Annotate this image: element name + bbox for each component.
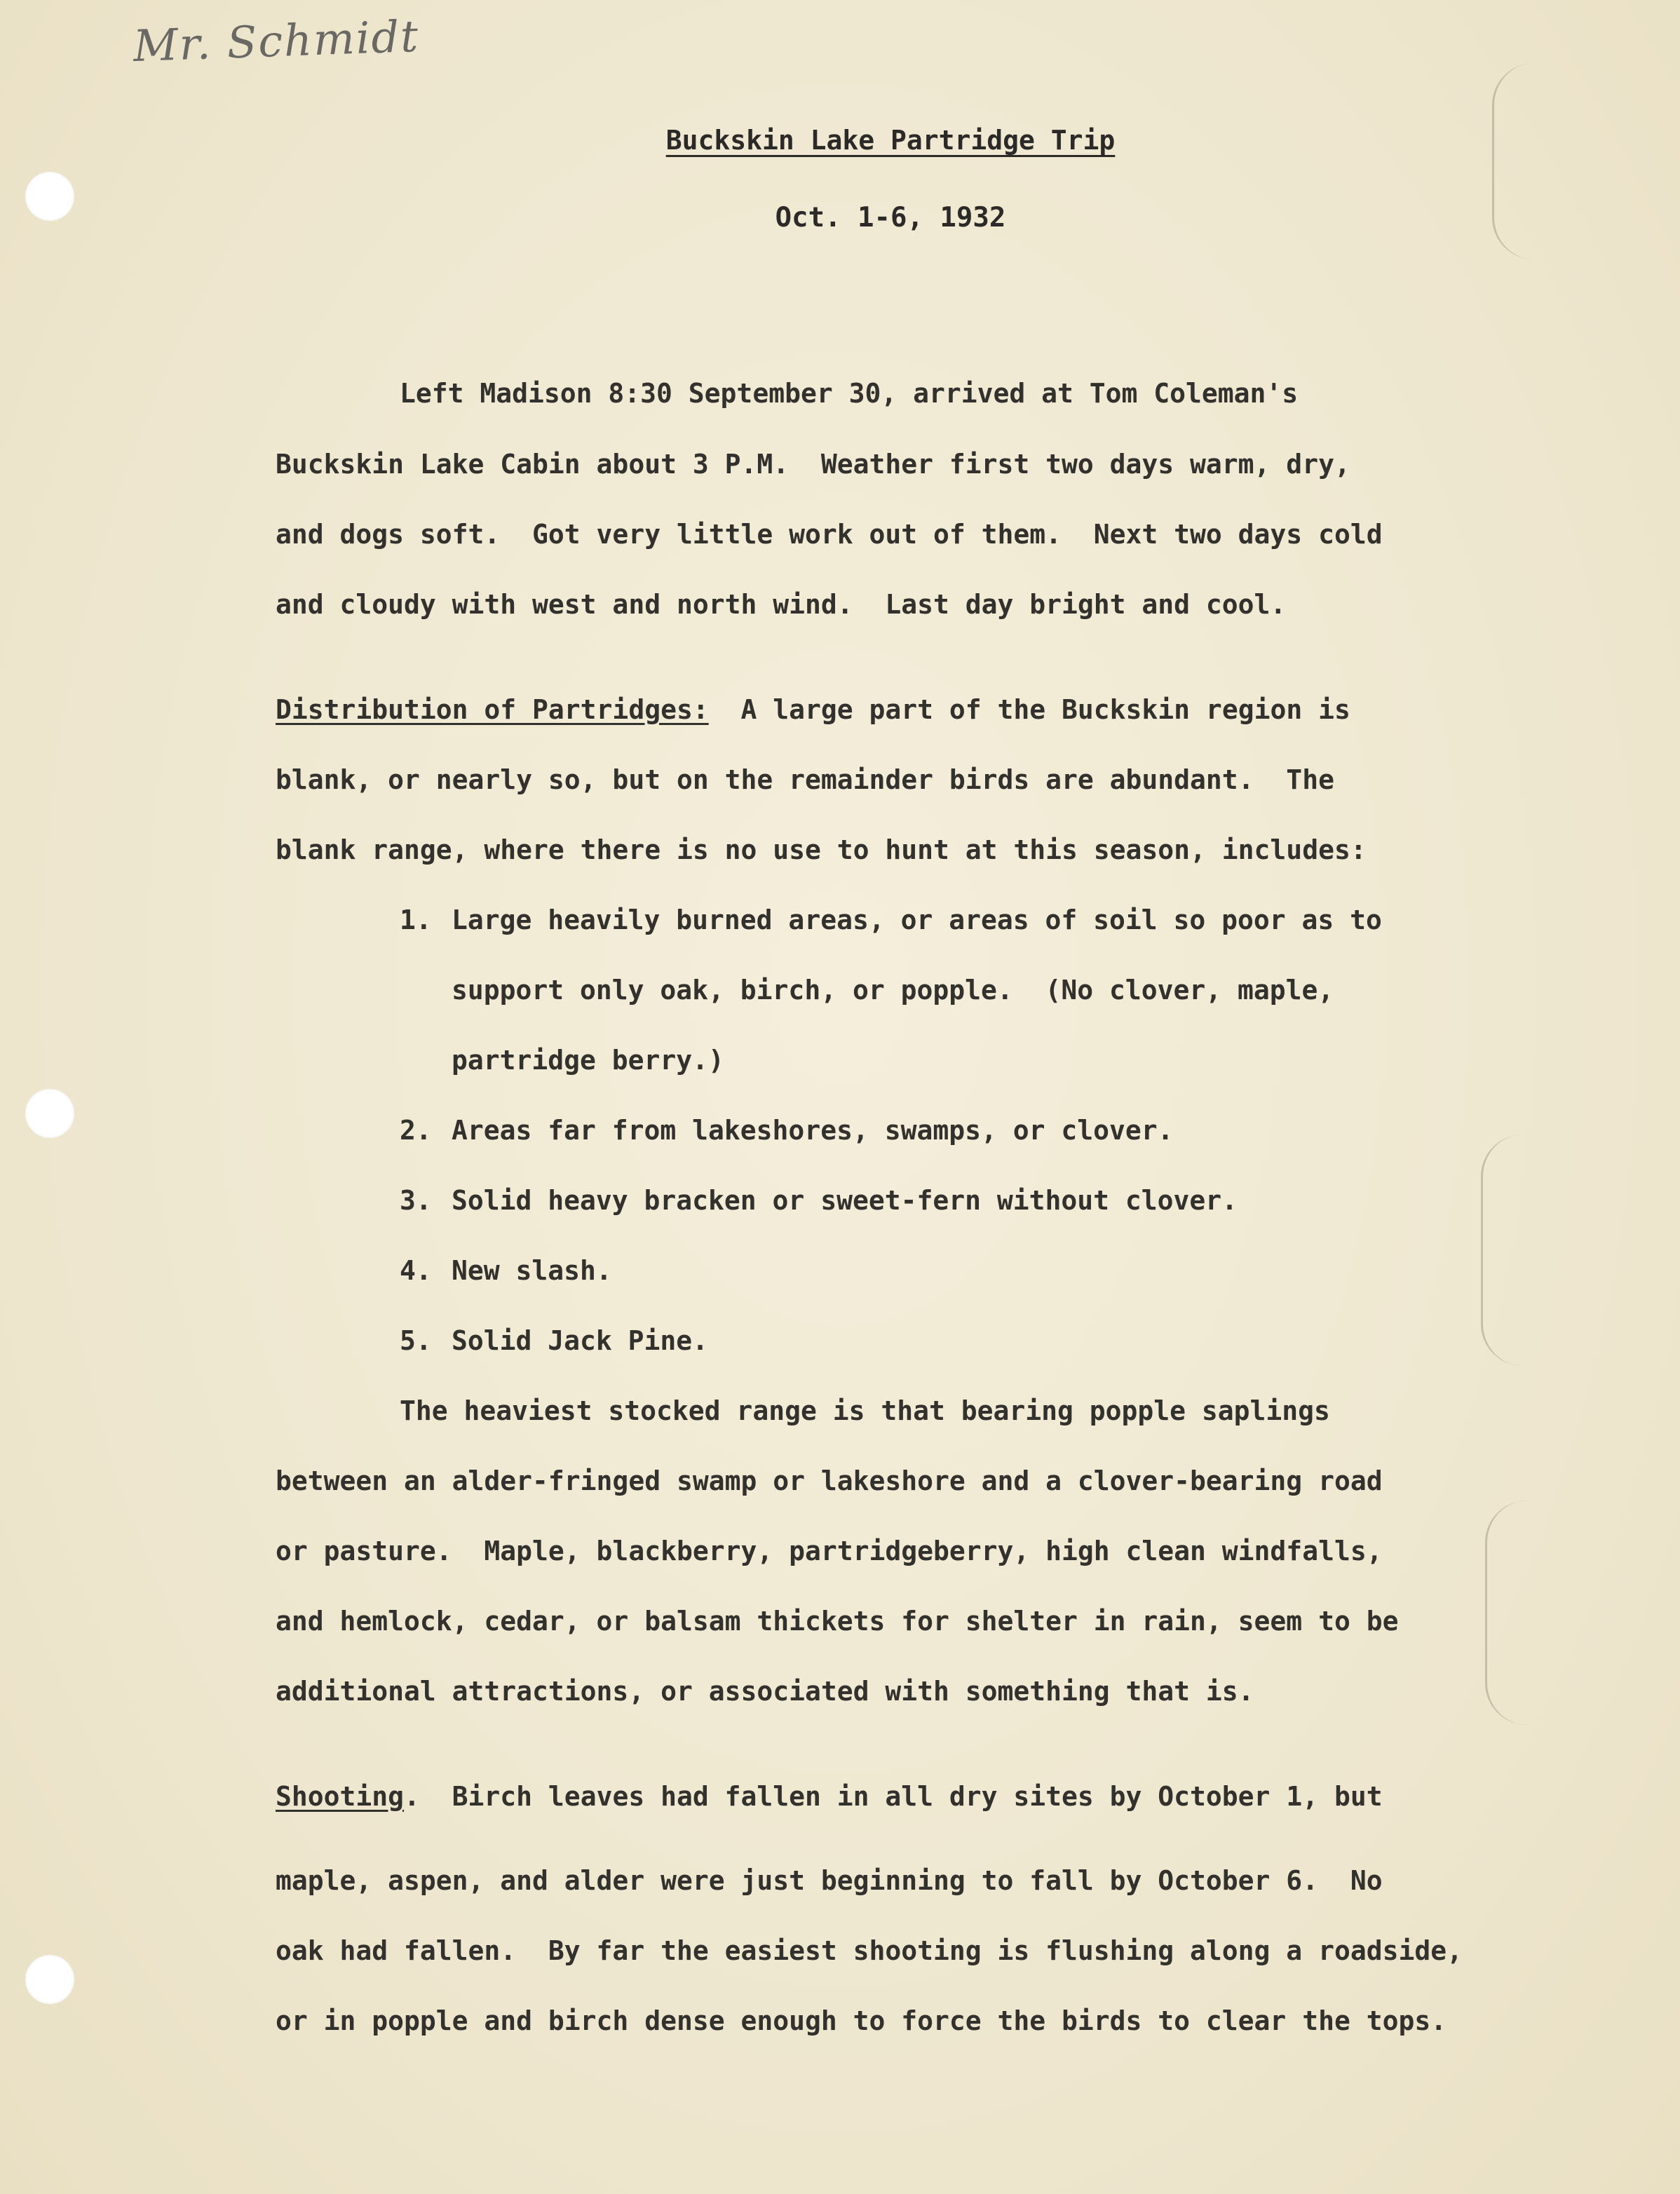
list-item-text: Large heavily burned areas, or areas of soil so poor as to	[452, 905, 1382, 935]
paragraph-line: Buckskin Lake Cabin about 3 P.M. Weather first two days warm, dry,	[276, 449, 1350, 480]
paragraph-line: blank range, where there is no use to hunt at this season, includes:	[276, 834, 1367, 865]
list-item-number: 2.	[400, 1115, 432, 1146]
list-item-text: partridge berry.)	[452, 1045, 724, 1076]
list-item-text: New slash.	[452, 1255, 612, 1286]
list-item-number: 5.	[400, 1325, 432, 1356]
paragraph-line: The heaviest stocked range is that bearing popple saplings	[400, 1395, 1330, 1426]
paragraph-line: additional attractions, or associated with something that is.	[276, 1676, 1254, 1707]
paragraph-line: and dogs soft. Got very little work out of them. Next two days cold	[276, 519, 1383, 550]
paper-clip-mark-lower	[1485, 1501, 1543, 1725]
paragraph-line: Left Madison 8:30 September 30, arrived at Tom Coleman's	[400, 378, 1299, 409]
punch-hole-middle	[25, 1089, 74, 1138]
list-item-number: 4.	[400, 1255, 432, 1286]
document-title: Buckskin Lake Partridge Trip	[665, 125, 1116, 156]
paragraph-line: blank, or nearly so, but on the remainder birds are abundant. The	[276, 764, 1334, 795]
handwritten-annotation: Mr. Schmidt	[132, 10, 421, 72]
paragraph-line: maple, aspen, and alder were just beginning to fall by October 6. No	[276, 1865, 1383, 1896]
list-item-number: 3.	[400, 1185, 432, 1216]
paragraph-line: and cloudy with west and north wind. Last day bright and cool.	[276, 589, 1287, 620]
paragraph-line: or in popple and birch dense enough to force the birds to clear the tops.	[276, 2005, 1447, 2036]
paragraph-text: A large part of the Buckskin region is	[708, 694, 1350, 725]
paper-clip-mark-middle	[1481, 1135, 1546, 1366]
paragraph-text: . Birch leaves had fallen in all dry sites by October 1, but	[404, 1781, 1383, 1812]
section-heading-distribution: Distribution of Partridges:	[276, 694, 709, 725]
distribution-section-line	[276, 696, 1350, 723]
list-item-text: Areas far from lakeshores, swamps, or clover.	[452, 1115, 1174, 1146]
list-item-text: support only oak, birch, or popple. (No clover, maple,	[452, 975, 1334, 1005]
list-item-text: Solid heavy bracken or sweet-fern without clover.	[452, 1185, 1238, 1216]
list-item-text: Solid Jack Pine.	[452, 1325, 709, 1356]
paragraph-line: oak had fallen. By far the easiest shooting is flushing along a roadside,	[276, 1935, 1463, 1966]
document-date: Oct. 1-6, 1932	[775, 202, 1006, 233]
paragraph-line: and hemlock, cedar, or balsam thickets for shelter in rain, seem to be	[276, 1606, 1399, 1637]
paragraph-line: or pasture. Maple, blackberry, partridgeberry, high clean windfalls,	[276, 1536, 1383, 1566]
paragraph-line: between an alder-fringed swamp or lakeshore and a clover-bearing road	[276, 1465, 1383, 1496]
section-heading-shooting: Shooting	[276, 1781, 405, 1812]
list-item-number: 1.	[400, 905, 432, 935]
shooting-section-line	[276, 1783, 1383, 1810]
punch-hole-bottom	[25, 1955, 74, 2004]
